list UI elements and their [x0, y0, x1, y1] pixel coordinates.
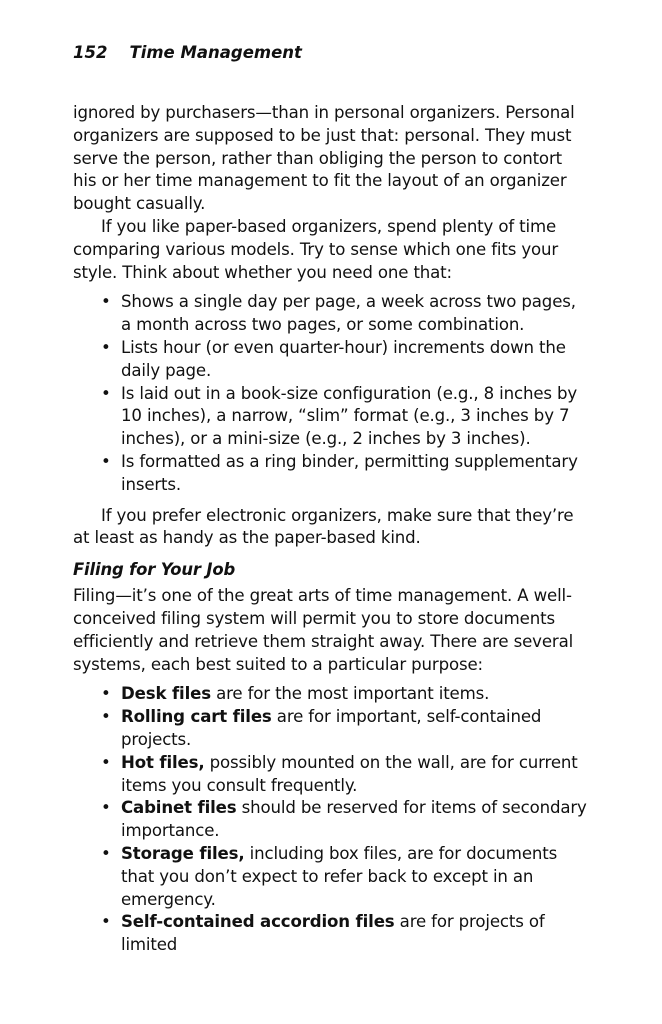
filing-systems-list: [73, 683, 589, 957]
bullet-icon: •: [101, 337, 111, 357]
paragraph-paper-organizers: If you like paper-based organizers, spend plenty of time comparing various models. Try to sense which one fits your style. Think about whether you need one that:: [73, 216, 559, 282]
organizer-features-list: [73, 291, 589, 496]
list-item-text: possibly mounted on the wall, are for current items you consult frequently.: [121, 752, 578, 795]
list-item-text: are for projects of limited: [121, 912, 545, 955]
bullet-icon: •: [101, 843, 111, 863]
bullet-icon: •: [101, 451, 111, 471]
list-item-text: should be reserved for items of secondary importance.: [121, 798, 587, 841]
body-text: [73, 102, 589, 957]
paragraph-electronic-organizers: If you prefer electronic organizers, make sure that they’re at least as handy as the paper-based kind.: [73, 505, 574, 548]
list-item: • Lists hour (or even quarter-hour) increments down the daily page.: [101, 337, 566, 380]
bullet-icon: •: [101, 292, 111, 312]
list-item-term: Self-contained accordion files: [121, 912, 395, 932]
list-item: [101, 797, 589, 843]
list-item-term: Desk files: [121, 684, 211, 704]
list-item-term: Storage files,: [121, 843, 245, 863]
list-item-text: are for important, self-contained projects.: [121, 707, 542, 749]
running-title: Time Management: [129, 43, 302, 62]
list-item: • Shows a single day per page, a week across two pages, a month across two pages, or some combination.: [101, 292, 576, 335]
list-item: • Is laid out in a book-size configuration (e.g., 8 inches by 10 inches), a narrow, “slim” format (e.g., 3 inches by 7 inches), or a mini-size (e.g., 2 inches by 3 inches).: [101, 383, 578, 449]
paragraph-filing: Filing—it’s one of the great arts of time management. A well-conceived filing system will permit you to store documents efficiently and retrieve them straight away. There are several systems, each best suited to a particular purpose:: [73, 586, 574, 674]
list-item-term: Cabinet files: [121, 798, 237, 818]
page-number: 152: [73, 43, 108, 62]
list-item: [101, 911, 589, 957]
bullet-icon: •: [101, 383, 111, 403]
list-item: • Is formatted as a ring binder, permitting supplementary inserts.: [101, 451, 578, 494]
bullet-icon: •: [101, 707, 111, 727]
list-item-text: are for the most important items.: [210, 684, 490, 704]
bullet-icon: •: [101, 684, 111, 704]
paragraph-continued: ignored by purchasers—than in personal organizers. Personal organizers are supposed to be just that: personal. They must serve the person, rather than obliging the person to contort his or her time management to fit the layout of an organizer bought casually.: [73, 103, 575, 214]
list-item-term: Rolling cart files: [121, 707, 272, 727]
section-heading: Filing for Your Job: [73, 560, 236, 580]
list-item: [101, 752, 589, 798]
bullet-icon: •: [101, 912, 111, 932]
list-item: [101, 843, 589, 911]
list-item-term: Hot files,: [121, 752, 205, 772]
bullet-icon: •: [101, 752, 111, 772]
running-header: [73, 40, 589, 66]
list-item: [101, 706, 589, 752]
bullet-icon: •: [101, 798, 111, 818]
list-item: [101, 683, 589, 706]
book-page: [73, 40, 589, 965]
list-item-text: including box files, are for documents that you don’t expect to refer back to except in an emergency.: [121, 843, 558, 909]
